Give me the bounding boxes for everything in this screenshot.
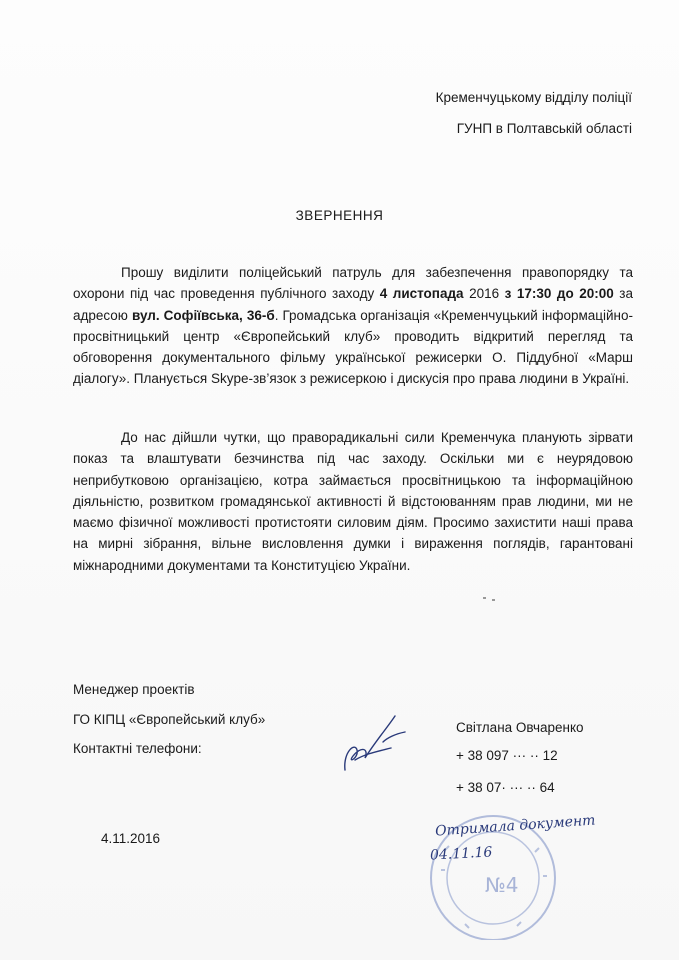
svg-text:№4: №4 — [485, 873, 519, 897]
signer-organization: ГО КІПЦ «Європейський клуб» — [73, 712, 266, 727]
paragraph-concern: До нас дійшли чутки, що праворадикальні сили Кременчука планують зірвати показ та влаштувати безчинства під час заходу. Оскільки ми є неурядовою неприбутковою організацією, котра займається просвітницькою та інформаційною діяльністю, розвитком громадянської активності й відстоюванням прав людини, ми не маємо фізичної можливості протистояти силовим діям. Просимо захистити наші права на мирні зібрання, вільне висловлення думки і вираження поглядів, гарантовані міжнародними документами та Конституцією України. — [73, 430, 633, 573]
paragraph-1-text-b: 2016 — [463, 286, 505, 302]
recipient-line-1: Кременчуцькому відділу поліції — [435, 90, 632, 105]
paragraph-1-text-c: за адресою — [73, 286, 633, 323]
scan-speck — [483, 597, 486, 599]
event-time: з 17:30 до 20:00 — [504, 286, 614, 302]
document-date: 4.11.2016 — [101, 831, 161, 846]
event-date: 4 листопада — [379, 286, 464, 302]
contacts-label: Контактні телефони: — [73, 741, 202, 756]
document-title: ЗВЕРНЕННЯ — [295, 208, 384, 223]
paragraph-request — [73, 262, 633, 390]
signer-name: Світлана Овчаренко — [456, 720, 584, 735]
event-address: вул. Софіївська, 36-б — [131, 307, 275, 323]
phone-number-2: + 38 07· ··· ·· 64 — [456, 780, 555, 795]
phone-number-1: + 38 097 ··· ·· 12 — [456, 748, 558, 763]
paragraph-1-text-a: Прошу виділити поліцейський патруль для забезпечення правопорядку та охорони під час проведення публічного заходу — [73, 265, 633, 302]
handwritten-note-1: Отримала документ — [434, 812, 596, 840]
signer-role: Менеджер проектів — [73, 682, 195, 697]
scan-speck — [492, 599, 495, 601]
recipient-line-2: ГУНП в Полтавській області — [456, 121, 632, 136]
paragraph-1-text-d: . Громадська організація «Кременчуцький інформаційно-просвітницький центр «Європейський клуб» проводить відкритий перегляд та обговорення документального фільму української режисерки О. Піддубної «Марш діалогу». Планується Skype-зв’язок з режисеркою і дискусія про права людини в Україні. — [73, 307, 633, 387]
handwritten-note-2: 04.11.16 — [429, 844, 493, 864]
handwritten-signature-icon — [335, 712, 415, 782]
